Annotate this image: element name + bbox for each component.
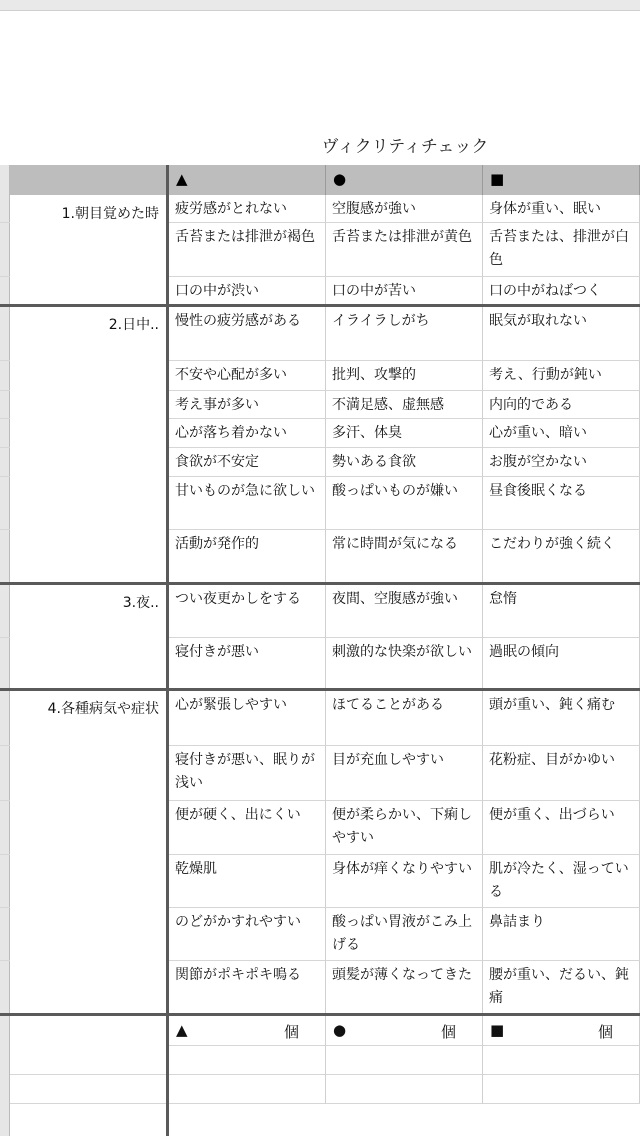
table-cell[interactable]: 舌苔または排泄が黄色 xyxy=(326,223,483,277)
empty-cell[interactable] xyxy=(483,1075,640,1104)
table-cell[interactable]: ほてることがある xyxy=(326,691,483,746)
table-cell[interactable]: 夜間、空腹感が強い xyxy=(326,585,483,638)
table-cell[interactable]: 肌が冷たく、湿っている xyxy=(483,855,640,908)
row-header-strip xyxy=(0,691,10,1014)
row-gridline xyxy=(0,907,10,908)
label-column-divider xyxy=(166,165,169,1136)
table-cell[interactable]: 鼻詰まり xyxy=(483,908,640,961)
table-cell[interactable]: 乾燥肌 xyxy=(169,855,326,908)
table-cell[interactable]: 食欲が不安定 xyxy=(169,448,326,477)
section-label: 2.日中.. xyxy=(108,317,159,333)
total-unit: 個 xyxy=(283,1023,299,1041)
empty-cell[interactable] xyxy=(169,1075,326,1104)
table-cell[interactable]: お腹が空かない xyxy=(483,448,640,477)
total-count-cell[interactable] xyxy=(169,1016,326,1046)
total-symbol: ■ xyxy=(490,1021,505,1039)
total-count-cell[interactable] xyxy=(326,1016,483,1046)
table-cell[interactable]: 身体が痒くなりやすい xyxy=(326,855,483,908)
header-cell-2[interactable] xyxy=(483,165,640,195)
row-gridline xyxy=(0,854,10,855)
total-unit: 個 xyxy=(597,1023,613,1041)
empty-cell[interactable] xyxy=(326,1046,483,1075)
table-cell[interactable]: 関節がポキポキ鳴る xyxy=(169,961,326,1014)
header-cell-0[interactable] xyxy=(169,165,326,195)
table-cell[interactable]: 心が落ち着かない xyxy=(169,419,326,448)
header-cell-1[interactable] xyxy=(326,165,483,195)
table-cell[interactable]: 考え、行動が鈍い xyxy=(483,361,640,391)
table-cell[interactable]: 心が重い、暗い xyxy=(483,419,640,448)
row-gridline xyxy=(0,745,10,746)
table-cell[interactable]: イライラしがち xyxy=(326,307,483,361)
table-cell[interactable]: 舌苔または、排泄が白色 xyxy=(483,223,640,277)
row-gridline xyxy=(0,529,10,530)
section-label: 3.夜.. xyxy=(122,595,159,611)
table-cell[interactable]: 眠気が取れない xyxy=(483,307,640,361)
table-cell[interactable]: 口の中が苦い xyxy=(326,277,483,305)
table-cell[interactable]: こだわりが強く続く xyxy=(483,530,640,583)
table-cell[interactable]: 多汗、体臭 xyxy=(326,419,483,448)
row-gridline xyxy=(0,476,10,477)
table-cell[interactable]: 便が重く、出づらい xyxy=(483,801,640,855)
table-cell[interactable]: 口の中がねばつく xyxy=(483,277,640,305)
table-cell[interactable]: つい夜更かしをする xyxy=(169,585,326,638)
header-symbol: ● xyxy=(333,170,347,188)
table-cell[interactable]: 寝付きが悪い xyxy=(169,638,326,689)
table-cell[interactable]: 花粉症、目がかゆい xyxy=(483,746,640,801)
total-unit: 個 xyxy=(440,1023,456,1041)
table-cell[interactable]: 頭が重い、鈍く痛む xyxy=(483,691,640,746)
section-label: 1.朝目覚めた時 xyxy=(61,206,159,222)
table-cell[interactable]: 舌苔または排泄が褐色 xyxy=(169,223,326,277)
section-label: 4.各種病気や症状 xyxy=(47,701,159,717)
table-cell[interactable]: 慢性の疲労感がある xyxy=(169,307,326,361)
table-cell[interactable]: 酸っぱいものが嫌い xyxy=(326,477,483,530)
row-header-strip xyxy=(0,1016,10,1136)
table-cell[interactable]: 活動が発作的 xyxy=(169,530,326,583)
table-cell[interactable]: 腰が重い、だるい、鈍痛 xyxy=(483,961,640,1014)
table-cell[interactable]: 考え事が多い xyxy=(169,391,326,419)
row-gridline xyxy=(10,1103,167,1104)
row-gridline xyxy=(0,276,10,277)
header-symbol: ▲ xyxy=(176,170,188,188)
table-cell[interactable]: 甘いものが急に欲しい xyxy=(169,477,326,530)
table-cell[interactable]: 身体が重い、眠い xyxy=(483,195,640,223)
table-cell[interactable]: 昼食後眠くなる xyxy=(483,477,640,530)
row-header-strip xyxy=(0,195,10,305)
table-cell[interactable]: 目が充血しやすい xyxy=(326,746,483,801)
row-gridline xyxy=(0,418,10,419)
table-cell[interactable]: 酸っぱい胃液がこみ上げる xyxy=(326,908,483,961)
row-gridline xyxy=(0,960,10,961)
total-symbol: ▲ xyxy=(176,1021,188,1039)
table-cell[interactable]: 怠惰 xyxy=(483,585,640,638)
row-gridline xyxy=(0,360,10,361)
table-cell[interactable]: 便が硬く、出にくい xyxy=(169,801,326,855)
table-cell[interactable]: 過眠の傾向 xyxy=(483,638,640,689)
empty-cell[interactable] xyxy=(169,1046,326,1075)
table-cell[interactable]: 内向的である xyxy=(483,391,640,419)
table-cell[interactable]: 不安や心配が多い xyxy=(169,361,326,391)
table-cell[interactable]: 頭髪が薄くなってきた xyxy=(326,961,483,1014)
row-gridline xyxy=(0,447,10,448)
row-header-strip xyxy=(0,307,10,583)
row-gridline xyxy=(10,1074,167,1075)
total-symbol: ● xyxy=(333,1021,347,1039)
table-cell[interactable]: 不満足感、虚無感 xyxy=(326,391,483,419)
row-gridline xyxy=(0,390,10,391)
table-cell[interactable]: 疲労感がとれない xyxy=(169,195,326,223)
table-cell[interactable]: 空腹感が強い xyxy=(326,195,483,223)
table-cell[interactable]: 勢いある食欲 xyxy=(326,448,483,477)
header-blank-cell xyxy=(0,165,169,195)
table-cell[interactable]: 心が緊張しやすい xyxy=(169,691,326,746)
row-header-strip xyxy=(0,165,10,195)
empty-cell[interactable] xyxy=(326,1075,483,1104)
table-cell[interactable]: 口の中が渋い xyxy=(169,277,326,305)
sheet-title: ヴィクリティチェック xyxy=(321,137,489,157)
total-count-cell[interactable] xyxy=(483,1016,640,1046)
row-gridline xyxy=(0,800,10,801)
table-cell[interactable]: 便が柔らかい、下痢しやすい xyxy=(326,801,483,855)
table-cell[interactable]: 寝付きが悪い、眠りが浅い xyxy=(169,746,326,801)
empty-cell[interactable] xyxy=(483,1046,640,1075)
table-cell[interactable]: 刺激的な快楽が欲しい xyxy=(326,638,483,689)
header-symbol: ■ xyxy=(490,170,505,188)
table-cell[interactable]: 常に時間が気になる xyxy=(326,530,483,583)
row-gridline xyxy=(0,637,10,638)
table-cell[interactable]: のどがかすれやすい xyxy=(169,908,326,961)
row-gridline xyxy=(0,222,10,223)
table-cell[interactable]: 批判、攻撃的 xyxy=(326,361,483,391)
